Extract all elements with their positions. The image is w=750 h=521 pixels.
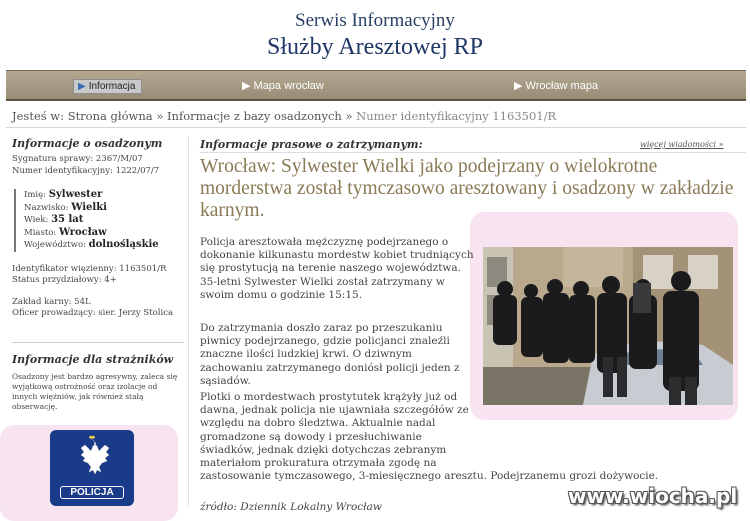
- city: Wrocław: [58, 226, 107, 238]
- province: dolnośląskie: [88, 239, 159, 250]
- site-header: [0, 0, 750, 68]
- inmate-info-panel: [12, 137, 184, 412]
- police-label: POLICJA: [60, 486, 124, 499]
- guards-info: [12, 353, 184, 412]
- breadcrumb-section-link[interactable]: Informacje z bazy osadzonych: [167, 109, 342, 123]
- article-paragraph: Do zatrzymania doszło zaraz po przeszukaniu piwnicy podejrzanego, gdzie policjanci znaleźli znaczne ilości ludzkiej krwi. O dziwnym zachowaniu zatrzymanego doniósł policji jeden z sąsiadów.: [200, 322, 460, 387]
- site-title-line2: Służby Aresztowej RP: [267, 34, 483, 60]
- id-number: Numer identyfikacyjny: 1222/07/7: [12, 165, 160, 176]
- inmate-info-heading: Informacje o osadzonym: [12, 137, 163, 150]
- guards-heading: Informacje dla strażników: [12, 352, 174, 366]
- officer: Oficer prowadzący: sier. Jerzy Stolica: [12, 308, 174, 318]
- last-name: Wielki: [71, 201, 107, 213]
- press-section-label: Informacje prasowe o zatrzymanym:: [200, 138, 423, 151]
- eagle-icon: [71, 435, 113, 479]
- column-divider: [188, 137, 189, 507]
- prison-id: Identyfikator więzienny: 1163501/R: [12, 263, 167, 274]
- case-signature: Sygnatura sprawy: 2367/M/07: [12, 154, 143, 164]
- arrow-right-icon: ▶: [78, 81, 86, 92]
- watermark: www.wiocha.pl: [568, 484, 738, 508]
- more-news-link[interactable]: więcej wiadomości »: [640, 140, 724, 149]
- main-nav: [6, 70, 746, 101]
- age: 35 lat: [51, 214, 84, 225]
- divider: [6, 127, 746, 128]
- article-headline: Wrocław: Sylwester Wielki jako podejrzany o wielokrotne morderstwa został tymczasowo aresztowany i osadzony w zakładzie karnym.: [200, 156, 734, 221]
- first-name: Sylwester: [48, 189, 103, 200]
- nav-item-mapa-wroclaw[interactable]: ▶ Mapa wrocław: [242, 80, 324, 92]
- divider: [12, 342, 184, 343]
- nav-item-informacja[interactable]: ▶ Informacja: [73, 79, 142, 94]
- status: Status przydziałowy: 4+: [12, 275, 117, 285]
- police-logo: [50, 430, 134, 506]
- article-photo: [483, 247, 733, 405]
- article-paragraph: Plotki o mordestwach prostytutek krążyły już od dawna, jednak policja nie ujawniała szczegółów ze względu na dobro śledztwa. Aktualnie nadal gromadzone są dowody i przesłuchiwanie świadków, jednak dzięki dotychczas zebranym materiałom prokuratura otrzymała zgodę na zastosowanie tymczasowego, 3-miesięcznego aresztu. Podejrzanemu grozi dożywocie.: [200, 391, 659, 483]
- breadcrumb-home-link[interactable]: Strona główna: [67, 109, 153, 123]
- breadcrumb-current: Numer identyfikacyjny 1163501/R: [356, 109, 557, 123]
- breadcrumb: Jesteś w: Strona główna » Informacje z bazy osadzonych » Numer identyfikacyjny 1163501/R: [12, 109, 557, 123]
- divider: [200, 152, 746, 153]
- nav-item-wroclaw-mapa[interactable]: ▶ Wrocław mapa: [514, 80, 599, 92]
- arrow-right-icon: ▶: [514, 80, 523, 92]
- facility: Zakład karny: 54L: [12, 296, 91, 307]
- personal-data: Imię: Sylwester Nazwisko: Wielki Wiek: 35 lat Miasto: Wrocław Województwo: dolnośląskie: [14, 189, 184, 252]
- guards-note: Osadzony jest bardzo agresywny, zaleca się wyjątkową ostrożność oraz izolacje od innych więźniów, jak również stałą obserwację.: [12, 371, 178, 411]
- site-title-line1: Serwis Informacyjny: [295, 10, 455, 31]
- article-source: źródło: Dziennik Lokalny Wrocław: [200, 501, 382, 513]
- arrow-right-icon: ▶: [242, 80, 251, 92]
- article-paragraph: Policja aresztowała mężczyznę podejrzanego o dokonanie kilkunastu mordestw kobiet trudniących się prostytucją na terenie naszego województwa. 35-letni Sylwester Wielki został zatrzymany w swoim domu o godzinie 15:15.: [200, 236, 474, 301]
